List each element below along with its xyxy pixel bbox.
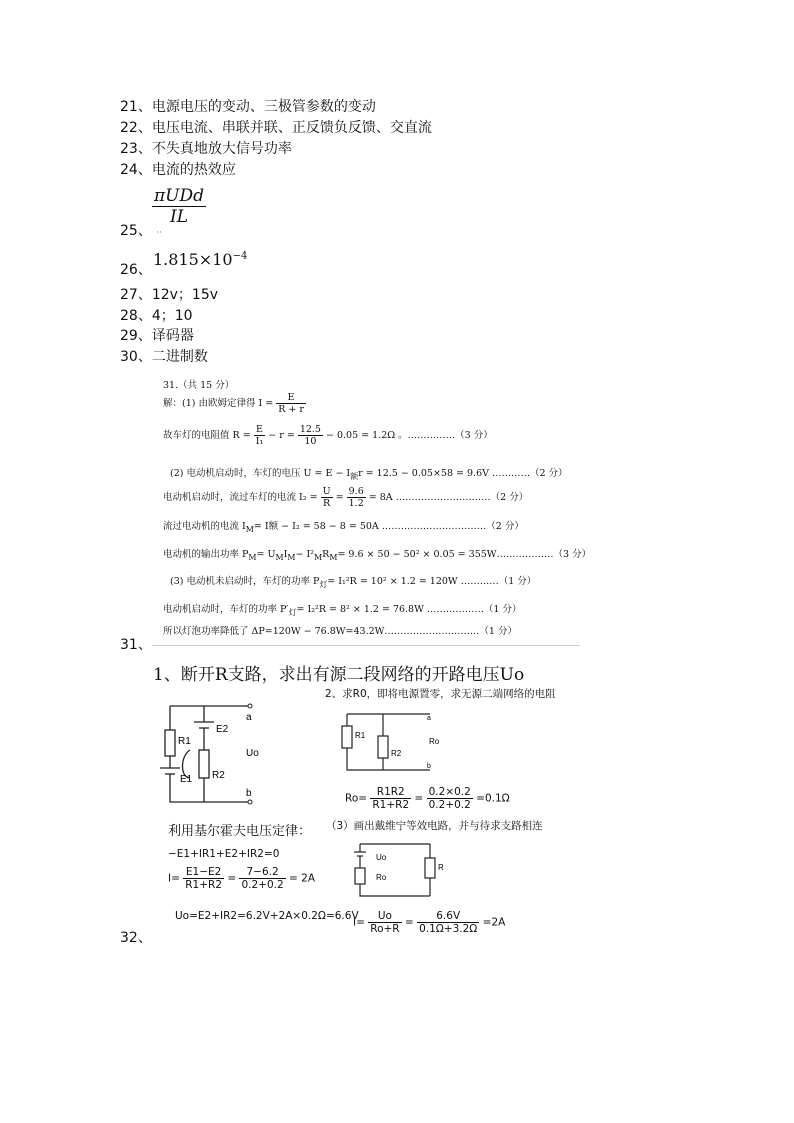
answer-22: 22、电压电流、串联并联、正反馈负反馈、交直流 — [120, 120, 432, 136]
q32-step3: （3）画出戴维宁等效电路，并与待求支路相连 — [326, 820, 543, 832]
answer-27: 27、12v；15v — [120, 287, 219, 303]
svg-text:R1: R1 — [178, 736, 191, 747]
svg-text:a: a — [246, 712, 252, 723]
svg-text:R2: R2 — [212, 770, 225, 781]
svg-text:E1: E1 — [180, 774, 193, 785]
svg-text:b: b — [246, 788, 252, 799]
ro-formula: Ro= $\frac{R1R2}{R1+R2}$ = $\frac{0.2\times 0.2}{0.2+0.2}$ =0.1Ω — [345, 786, 510, 811]
q31-line-3: (2) 电动机启动时，车灯的电压 $U = E - I_额r = 12.5 - 0.05\times 58 = 9.6V$ …………（2 分） — [170, 468, 568, 481]
answer-26-number: 26、 — [120, 262, 152, 278]
q31-line-8: 电动机启动时，车灯的功率 $P'_灯= I_2^2R = 8^2 \times 1.2 = 76.8W$ ………………（1 分） — [163, 604, 522, 617]
q31-line-5: 流过电动机的电流 $I_M= I$额 − I₂ = 58 − 8 = 50A ……………………………（2 分） — [163, 521, 524, 534]
answer-30: 30、二进制数 — [120, 349, 208, 365]
svg-text:a: a — [427, 715, 431, 722]
answer-29: 29、译码器 — [120, 328, 194, 344]
svg-text:R1: R1 — [355, 731, 366, 740]
kvl-equation: −E1+IR1+E2+IR2=0 — [168, 848, 280, 860]
q32-step2: 2、求R0，即将电源置零，求无源二端网络的电阻 — [325, 688, 556, 700]
svg-text:R: R — [438, 863, 444, 872]
answer-28: 28、4；10 — [120, 308, 193, 324]
q31-line-4: 电动机启动时，流过车灯的电流 I₂ = $\frac{U}{R}$ = $\frac{9.6}{1.2}$ = 8A …………………………（2 分） — [163, 486, 529, 509]
svg-text:R2: R2 — [391, 749, 402, 758]
answer-26-value: $1.815\times 10^{-4}$ — [153, 250, 248, 269]
q31-line-7: (3) 电动机未启动时，车灯的功率 $P_灯= I_1^2R = 10^2 \times 1.2 = 120W$ …………（1 分） — [170, 576, 537, 589]
svg-text:E2: E2 — [216, 724, 229, 735]
answer-25-number: 25、 ·· — [120, 223, 163, 239]
svg-text:b: b — [427, 763, 431, 770]
circuit-resistance — [335, 708, 455, 778]
answer-24: 24、电流的热效应 — [120, 162, 236, 178]
kvl-label: 利用基尔霍夫电压定律： — [168, 824, 312, 839]
q31-header: 31.（共 15 分） — [163, 380, 235, 391]
q32-step1: 1、断开R支路，求出有源二段网络的开路电压Uo — [153, 665, 525, 685]
uo-equation: Uo=E2+IR2=6.2V+2A×0.2Ω=6.6V — [175, 910, 359, 922]
final-current-formula: I= $\frac{Uo}{Ro+R}$ = $\frac{6.6V}{0.1\Omega+3.2\Omega}$ =2A — [353, 910, 506, 935]
q31-line-9: 所以灯泡功率降低了 ΔP=120W − 76.8W=43.2W…………………………（1 分） — [163, 626, 517, 637]
svg-text:Ro: Ro — [429, 737, 440, 746]
answer-31-number: 31、 — [120, 637, 152, 653]
svg-text:Uo: Uo — [246, 748, 259, 759]
current-formula: I= $\frac{E1-E2}{R1+R2}$ = $\frac{7-6.2}{0.2+0.2}$ = 2A — [168, 866, 316, 891]
divider — [152, 645, 580, 646]
answer-32-number: 32、 — [120, 930, 152, 946]
q31-line-2: 故车灯的电阻值 R = $\frac{E}{\text{I₁}}$ − r = $\frac{12.5}{10}$ − 0.05 = 1.2Ω 。……………（3 分） — [163, 424, 493, 447]
q31-line-1: 解：(1) 由欧姆定律得 I = $\frac{E}{R + r}$ — [163, 392, 304, 415]
svg-text:Ro: Ro — [376, 873, 387, 882]
answer-21: 21、电源电压的变动、三极管参数的变动 — [120, 99, 376, 115]
answer-25-fraction: $\frac{\text{πUDd}}{IL}$ — [154, 186, 205, 227]
circuit-thevenin — [350, 838, 450, 904]
svg-text:Uo: Uo — [376, 853, 387, 862]
q31-line-6: 电动机的输出功率 $P_M= U_MI_M- I^2_MR_M= 9.6 \times 50 - 50^2 \times 0.05$ = 355W………………（3 分） — [163, 549, 592, 562]
circuit-open-voltage — [150, 698, 280, 810]
answer-23: 23、不失真地放大信号功率 — [120, 141, 292, 157]
